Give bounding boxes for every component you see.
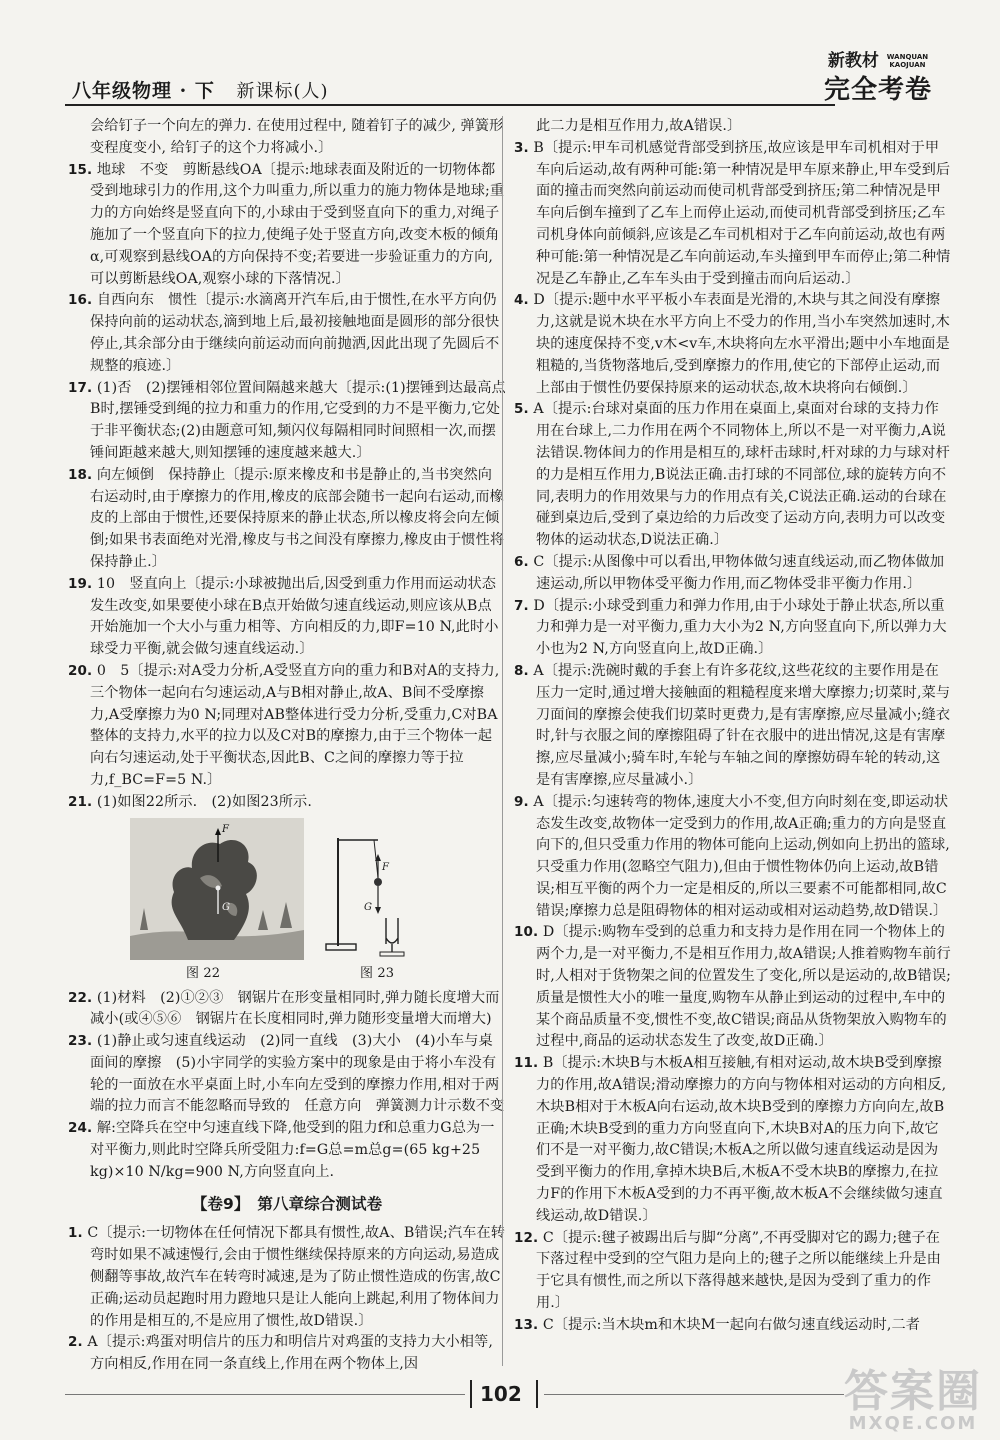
figure-22-caption: 图 22 [186, 965, 221, 981]
footer-rule-right [544, 1394, 844, 1395]
fig23-label-g: G [364, 901, 373, 913]
answer-s10: 10. D〔提示:购物车受到的总重力和支持力是作用在同一个物体上的两个力,是一对平衡力,不是相互作用力,故A错误;人推着购物车前行时,人相对于货物架之间的位置发生了变化,所以是运动的,故B错误;质量是惯性大小的唯一量度,购物车从静止到运动的过程中,车中的某个商品质量不变,惯性不变,故C错误;商品从货物架放入购物车的过程中,商品的运动状态发生了改变,故D正确.〕 [514, 924, 951, 1050]
fig22-label-f: F [222, 823, 230, 835]
answer-s4: 4. D〔提示:题中水平平板小车表面是光滑的,木块与其之间没有摩擦力,这就是说木块在水平方向上不受力的作用,当小车突然加速时,木块的速度保持不变,v木<v车,木块将向左水平滑出;题中小车地面是粗糙的,当货物落地后,受到摩擦力的作用,使它的下部停止运动,而上部由于惯性仍要保持原来的运动状态,故木块将向右倾倒.〕 [514, 292, 950, 396]
answer-s6: 6. C〔提示:从图像中可以看出,甲物体做匀速直线运动,而乙物体做加速运动,所以甲物体受平衡力作用,而乙物体受非平衡力作用.〕 [514, 553, 945, 592]
answer-17: 17. (1)否 (2)摆锤相邻位置间隔越来越大〔提示:(1)摆锤到达最高点B时,摆锤受到绳的拉力和重力的作用,它受到的力不是平衡力,它处于非平衡状态;(2)由题意可知,频闪仪每隔相同时间照相一次,而摆锤间距越来越大,则知摆锤的速度越来越大.〕 [68, 379, 506, 461]
answer-19: 19. 10 竖直向上〔提示:小球被抛出后,因受到重力作用而运动状态发生改变,如果要使小球在B点开始做匀速直线运动,则应该从B点开始施加一个大小与重力相等、方向相反的力,即F=10 N,此时小球受力平衡,就会做匀速直线运动.〕 [68, 575, 499, 658]
answer-22: 22. (1)材料 (2)①②③ 钢锯片在形变量相同时,弹力随长度增大而减小(或④⑤⑥ 钢锯片在长度相同时,弹力随形变量增大而增大) [68, 989, 500, 1028]
column-divider [502, 116, 503, 1366]
answer-s7: 7. D〔提示:小球受到重力和弹力作用,由于小球处于静止状态,所以重力和弹力是一对平衡力,重力大小为2 N,方向竖直向下,所以弹力大小也为2 N,方向竖直向上,故D正确.〕 [514, 597, 947, 658]
figure-23-stand-diagram [320, 818, 416, 960]
footer-rule-left [65, 1394, 465, 1395]
answer-s11: 11. B〔提示:木块B与木板A相互接触,有相对运动,故木块B受到摩擦力的作用,故A错误;滑动摩擦力的方向与物体相对运动的方向相反,木块B相对于木板A向右运动,故木块B受到的摩擦力方向向左,故B正确;木块B受到的重力方向竖直向下,木块B对A的压力向下,故它们不是一对平衡力,故C错误;木板A之所以做匀速直线运动是因为受到平衡力的作用,拿掉木块B后,木板A不受木块B的摩擦力,在拉力F的作用下木板A受到的力不再平衡,故木板A不会继续做匀速直线运动,故D错误.〕 [514, 1055, 947, 1224]
page-number: 102 [480, 1382, 522, 1406]
answer-s2: 2. A〔提示:鸡蛋对明信片的压力和明信片对鸡蛋的支持力大小相等,方向相反,作用在同一条直线上,作用在两个物体上,因 [68, 1334, 493, 1373]
brand-logo [816, 46, 940, 106]
watermark-line2: MXQE.COM [848, 1413, 978, 1434]
header-subject: 八年级物理 · 下 [72, 80, 215, 102]
section-title: 【卷9】 第八章综合测试卷 [191, 1194, 383, 1213]
header-rule [65, 104, 835, 106]
fig22-label-g: G [222, 901, 231, 913]
logo-top-text: 新教材 [827, 51, 879, 71]
answer-23: 23. (1)静止或匀速直线运动 (2)同一直线 (3)大小 (4)小车与桌面间的摩擦 (5)小宇同学的实验方案中的现象是由于将小车没有轮的一面放在水平桌面上时,小车向左受到的摩擦力作用,相对于两端的拉力而言不能忽略而导致的 任意方向 弹簧测力计示数不变 [68, 1033, 505, 1115]
figure-23-caption: 图 23 [360, 965, 395, 981]
figure-row [68, 818, 506, 986]
logo-pinyin: WANQUAN KAOJUAN [886, 53, 929, 69]
answer-s13: 13. C〔提示:当木块m和木块M一起向右做匀速直线运动时,二者 [514, 1316, 921, 1333]
answer-15: 15. 地球 不变 剪断悬线OA〔提示:地球表面及附近的一切物体都受到地球引力的作用,这个力叫重力,所以重力的施力物体是地球;重力的方向始终是竖直向下的,小球由于受到竖直向下的重力,对绳子施加了一个竖直向下的拉力,使绳子处于竖直方向,改变木板的倾角α,可观察到悬线OA的方向保持不变;若要进一步验证重力的方向,可以剪断悬线OA,观察小球的下落情况.〕 [68, 161, 505, 287]
fig23-label-f: F [382, 861, 390, 873]
answer-s5: 5. A〔提示:台球对桌面的压力作用在桌面上,桌面对台球的支持力作用在台球上,二力作用在两个不同物体上,所以不是一对平衡力,A说法错误.物体间力的作用是相互的,球杆击球时,杆对球的力与球对杆的力是相互作用力,B说法正确.击打球的不同部位,球的旋转方向不同,表明力的作用效果与力的作用点有关,C说法正确.运动的台球在碰到桌边后,受到了桌边给的力后改变了运动方向,表明力可以改变物体的运动状态,D说法正确.〕 [514, 401, 950, 549]
running-header [72, 76, 329, 103]
watermark-line1: 答案圈 [844, 1366, 982, 1417]
header-edition: 新课标(人) [236, 81, 329, 102]
answer-21: 21. (1)如图22所示. (2)如图23所示. [68, 793, 312, 810]
carryover-text: 会给钉子一个向左的弹力. 在使用过程中, 随着钉子的减少, 弹簧形变程度变小, 给钉子的这个力将减小.〕 [90, 118, 504, 156]
site-watermark [844, 1355, 982, 1434]
answer-24: 24. 解:空降兵在空中匀速直线下降,他受到的阻力f和总重力G总为一对平衡力,则此时空降兵所受阻力:f=G总=m总g=(65 kg+25 kg)×10 N/kg=900 N,方向竖直向上. [68, 1120, 495, 1180]
logo-main: 完全考卷 [823, 75, 932, 105]
answer-s9: 9. A〔提示:匀速转弯的物体,速度大小不变,但方向时刻在变,即运动状态发生改变,故物体一定受到力的作用,故A正确;重力的方向是竖直向下的,但只受重力作用的物体可能向上运动,例如向上扔出的篮球,只受重力作用(忽略空气阻力),但由于惯性物体仍向上运动,故B错误;相互平衡的两个力一定是相反的,所以三要素不可能都相同,故C错误;摩擦力总是阻碍物体的相对运动或相对运动趋势,故D错误.〕 [514, 793, 950, 919]
logo-top [816, 46, 940, 71]
answer-16: 16. 自西向东 惯性〔提示:水滴离开汽车后,由于惯性,在水平方向仍保持向前的运动状态,滴到地上后,最初接触地面是圆形的部分很快停止,其余部分由于继续向前运动而向前抛洒,因此出现了先圆后不规整的痕迹.〕 [68, 292, 500, 374]
answer-18: 18. 向左倾倒 保持静止〔提示:原来橡皮和书是静止的,当书突然向右运动时,由于摩擦力的作用,橡皮的底部会随书一起向右运动,而橡皮的上部由于惯性,还要保持原来的静止状态,所以橡皮将会向左倾倒;如果书表面绝对光滑,橡皮与书之间没有摩擦力,橡皮由于惯性将保持静止.〕 [68, 466, 505, 570]
answer-s8: 8. A〔提示:洗碗时戴的手套上有许多花纹,这些花纹的主要作用是在压力一定时,通过增大接触面的粗糙程度来增大摩擦力;切菜时,菜与刀面间的摩擦会使我们切菜时更费力,是有害摩擦,应尽量减小;缝衣时,针与衣服之间的摩擦阻碍了针在衣服中的进出情况,这是有害摩擦,应尽量减小;骑车时,车轮与车轴之间的摩擦妨碍车轮的转动,这是有害摩擦,应尽量减小.〕 [514, 662, 951, 788]
answer-s3: 3. B〔提示:甲车司机感觉背部受到挤压,故应该是甲车司机相对于甲车向后运动,故有两种可能:第一种情况是甲车原来静止,甲车受到后面的撞击而突然向前运动而使司机背部受到挤压;第二种情况是甲车向后倒车撞到了乙车上而停止运动,而使司机背部受到挤压;乙车司机身体向前倾斜,应该是乙车司机相对于乙车向前运动,故也有两种可能:第一种情况是乙车向前运动,车头撞到甲车而停止;第二种情况是乙车静止,乙车车头由于受到撞击而向后运动.〕 [514, 139, 951, 287]
footer-bar-right [536, 1380, 538, 1408]
answer-20: 20. 0 5〔提示:对A受力分析,A受竖直方向的重力和B对A的支持力,三个物体一起向右匀速运动,A与B相对静止,故A、B间不受摩擦力,A受摩擦力为0 N;同理对AB整体进行受力分析,受重力,C对BA整体的支持力,水平的拉力以及C对B的摩擦力,由于三个物体一起向右匀速运动,处于平衡状态,因此B、C之间的摩擦力等于拉力,f_BC=F=5 N.〕 [68, 662, 500, 788]
figure-22-rock-photo [130, 818, 304, 960]
left-column [68, 116, 506, 1376]
answer-s1: 1. C〔提示:一切物体在任何情况下都具有惯性,故A、B错误;汽车在转弯时如果不减速慢行,会由于惯性继续保持原来的方向运动,易造成侧翻等事故,故汽车在转弯时减速,是为了防止惯性造成的伤害,故C正确;运动员起跑时用力蹬地只是让人能向上跳起,利用了物体间力的作用是相互的,不是应用了惯性,故D错误.〕 [68, 1225, 506, 1329]
right-column [514, 116, 952, 1337]
carryover-text-right: 此二力是相互作用力,故A错误.〕 [536, 118, 742, 134]
footer-bar-left [470, 1380, 472, 1408]
answer-s12: 12. C〔提示:毽子被踢出后与脚“分离”,不再受脚对它的踢力;毽子在下落过程中受到的空气阻力是向上的;毽子之所以能继续上升是由于它具有惯性,而之所以下落得越来越快,是因为受到了重力的作用.〕 [514, 1229, 941, 1312]
